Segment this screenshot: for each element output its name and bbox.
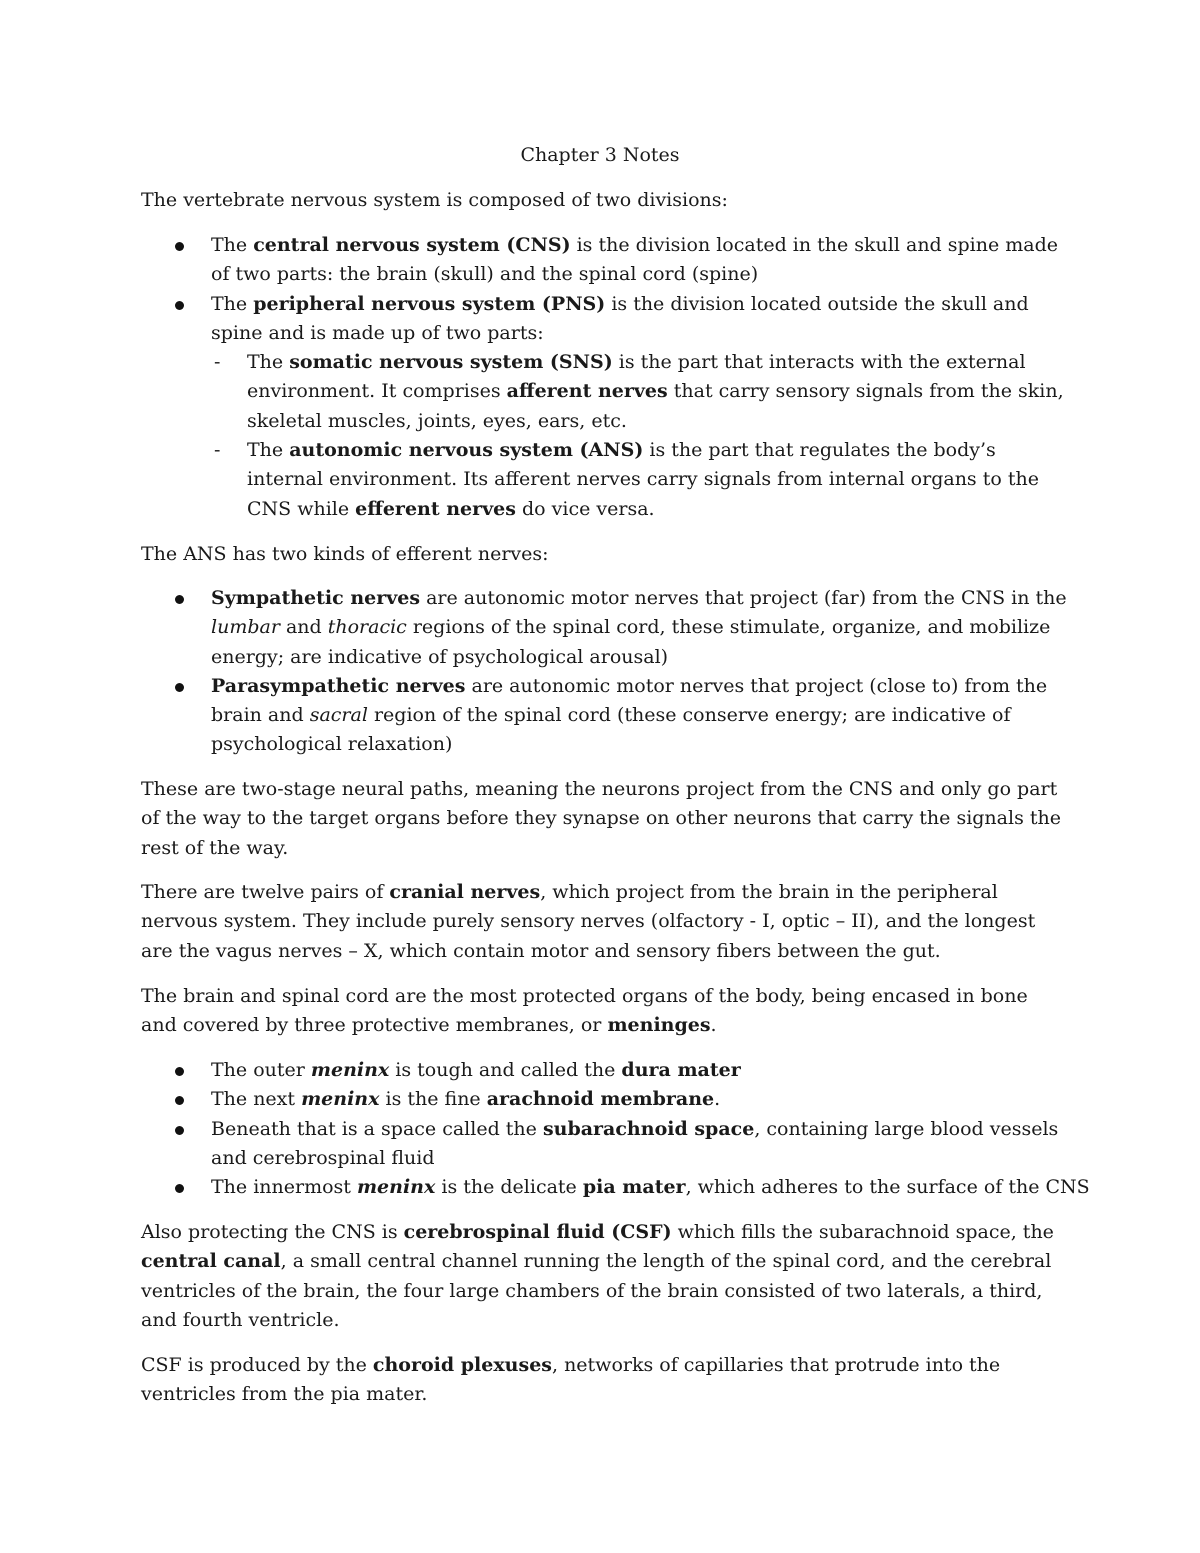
term-choroid-plexuses: choroid plexuses: [372, 1354, 552, 1376]
paragraph-cranial: There are twelve pairs of cranial nerves, which project from the brain in the peripheral nervous system. They include purely sensory nerves (olfactory - I, optic – II), and the longest are the vagus nerves – X, which contain motor and sensory fibers between the gut.: [141, 881, 1036, 962]
term-pns: peripheral nervous system (PNS): [253, 292, 606, 315]
term-sympathetic: Sympathetic nerves: [211, 587, 421, 609]
term-sns: somatic nervous system (SNS): [289, 351, 613, 374]
bullet-icon: [175, 301, 184, 310]
list-item-pia: The innermost meninx is the delicate pia mater, which adheres to the surface of the CNS: [0, 1173, 1200, 1202]
term-cns: central nervous system (CNS): [253, 234, 571, 256]
term-meninges: meninges: [607, 1014, 711, 1037]
paragraph-meninges: The brain and spinal cord are the most protected organs of the body, being encased in bone and covered by three protective membranes, or meninges.: [141, 985, 1028, 1037]
meninges-list: [0, 1056, 1200, 1202]
list-item-arachnoid: The next meninx is the fine arachnoid membrane.: [0, 1085, 1200, 1114]
paragraph-divisions: The vertebrate nervous system is composed of two divisions:: [141, 189, 728, 211]
term-dura-mater: dura mater: [621, 1059, 741, 1081]
term-csf: cerebrospinal fluid (CSF): [403, 1221, 672, 1243]
paragraph-choroid: CSF is produced by the choroid plexuses, networks of capillaries that protrude into the ventricles from the pia mater.: [141, 1354, 1001, 1406]
term-pia-mater: pia mater: [582, 1176, 686, 1199]
list-item-cns: The central nervous system (CNS) is the division located in the skull and spine made of two parts: the brain (skull) and the spinal cord (spine): [0, 231, 1200, 290]
term-efferent-nerves: efferent nerves: [355, 497, 516, 520]
term-afferent-nerves: afferent nerves: [506, 380, 668, 403]
dash-marker: -: [214, 439, 221, 462]
list-item-dura: The outer meninx is tough and called the dura mater: [0, 1056, 1200, 1085]
list-item-ans: - The autonomic nervous system (ANS) is the part that regulates the body’s internal environment. Its afferent nerves carry signals from internal organs to the CNS while efferent nerves do vice versa.: [211, 436, 1070, 524]
list-item-subarachnoid: Beneath that is a space called the subarachnoid space, containing large blood vessels and cerebrospinal fluid: [0, 1115, 1200, 1174]
pns-sublist: [211, 348, 1070, 524]
efferent-list: [0, 584, 1200, 760]
bullet-icon: [175, 1126, 184, 1135]
divisions-list: [0, 231, 1200, 524]
paragraph-csf: Also protecting the CNS is cerebrospinal fluid (CSF) which fills the subarachnoid space, the central canal, a small central channel running the length of the spinal cord, and the cerebral ventricles of the brain, the four large chambers of the brain consisted of two laterals, a third, and fourth ventricle.: [141, 1221, 1054, 1331]
list-item-sns: - The somatic nervous system (SNS) is the part that interacts with the external environment. It comprises afferent nerves that carry sensory signals from the skin, skeletal muscles, joints, eyes, ears, etc.: [211, 348, 1070, 436]
term-cranial-nerves: cranial nerves: [389, 881, 541, 903]
list-item-parasympathetic: Parasympathetic nerves are autonomic motor nerves that project (close to) from the brain and sacral region of the spinal cord (these conserve energy; are indicative of psychological relaxation): [0, 672, 1200, 760]
bullet-icon: [175, 1067, 184, 1076]
bullet-icon: [175, 1096, 184, 1105]
term-parasympathetic: Parasympathetic nerves: [211, 674, 466, 697]
paragraph-two-stage: These are two-stage neural paths, meaning the neurons project from the CNS and only go part of the way to the target organs before they synapse on other neurons that carry the signals the rest of the way.: [141, 778, 1061, 859]
paragraph-ans-efferent: The ANS has two kinds of efferent nerves:: [141, 543, 549, 565]
term-arachnoid: arachnoid membrane: [486, 1088, 715, 1111]
list-item-sympathetic: Sympathetic nerves are autonomic motor nerves that project (far) from the CNS in the lumbar and thoracic regions of the spinal cord, these stimulate, organize, and mobilize energy; are indicative of psychological arousal): [0, 584, 1200, 672]
term-central-canal: central canal: [141, 1250, 281, 1273]
list-item-pns: The peripheral nervous system (PNS) is the division located outside the skull and spine and is made up of two parts: - The somatic nervous system (SNS) is the part that interacts with the external environment. It comprises afferent nerves that carry sensory signals from the skin, skeletal muscles, joints, eyes, ears, etc. - The autonomic nervous system (ANS) is the part that regulates the body’s internal environment. Its afferent nerves carry signals from internal organs to the CNS while efferent nerves do vice versa.: [0, 290, 1200, 524]
term-subarachnoid: subarachnoid space: [542, 1117, 755, 1140]
bullet-icon: [175, 683, 184, 692]
term-ans: autonomic nervous system (ANS): [289, 439, 644, 462]
page-title: Chapter 3 Notes: [520, 144, 680, 166]
bullet-icon: [175, 242, 184, 251]
bullet-icon: [175, 595, 184, 604]
bullet-icon: [175, 1184, 184, 1193]
dash-marker: -: [214, 351, 221, 374]
